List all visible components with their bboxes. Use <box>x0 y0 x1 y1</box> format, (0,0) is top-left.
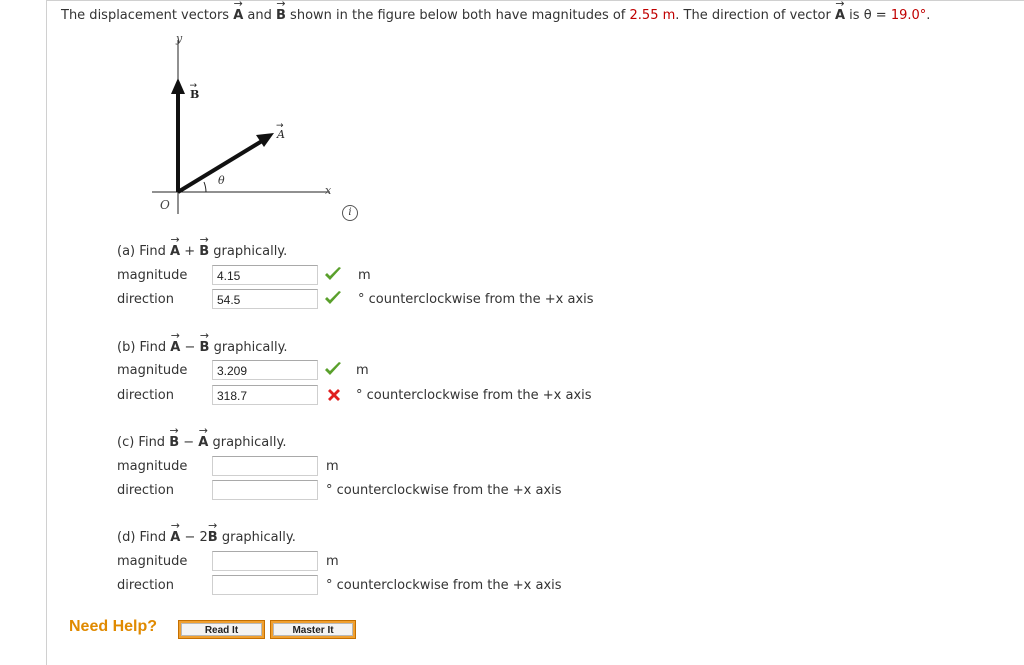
part-c-direction-input[interactable] <box>212 480 318 500</box>
master-it-button[interactable] <box>270 620 356 639</box>
vector-b-label: B <box>190 88 200 101</box>
operator: + <box>180 244 200 259</box>
part-b-magnitude-unit: m <box>356 363 369 378</box>
direction-label: direction <box>117 578 174 593</box>
vector-symbol: → A <box>170 244 180 259</box>
check-icon <box>324 290 342 306</box>
vector-a-label: A <box>277 128 285 141</box>
part-a-magnitude-input[interactable]: 4.15 <box>212 265 318 285</box>
vector-symbol: → B <box>200 340 210 355</box>
read-it-button[interactable] <box>178 620 265 639</box>
part-c-direction-unit: ° counterclockwise from the +x axis <box>326 483 562 498</box>
part-text: graphically. <box>209 244 288 259</box>
part-a-direction-input[interactable]: 54.5 <box>212 289 318 309</box>
y-axis-label: y <box>176 32 183 45</box>
part-b-magnitude-input[interactable]: 3.209 <box>212 360 318 380</box>
problem-text: . The direction of vector <box>675 8 835 23</box>
part-b-direction-input[interactable]: 318.7 <box>212 385 318 405</box>
part-text: graphically. <box>217 530 296 545</box>
part-d-title <box>117 530 296 545</box>
check-icon <box>324 266 342 282</box>
direction-label: direction <box>117 292 174 307</box>
part-d-magnitude-unit: m <box>326 554 339 569</box>
origin-label: O <box>160 198 170 212</box>
vector-a-label-arrow: → <box>276 121 284 131</box>
part-text: graphically. <box>208 435 287 450</box>
angle-value: 19.0° <box>890 8 927 23</box>
theta-arc <box>204 182 206 192</box>
vector-figure <box>140 28 350 218</box>
vector-symbol: → B <box>199 244 209 259</box>
vector-b-symbol: → B <box>276 8 286 23</box>
vector-a-symbol: → A <box>233 8 243 23</box>
vector-symbol: → B <box>169 435 179 450</box>
part-c-title <box>117 435 286 450</box>
theta-label: θ <box>218 174 225 187</box>
problem-text: is θ = <box>845 8 891 23</box>
x-axis-label: x <box>325 184 332 197</box>
need-help-label: Need Help? <box>69 618 158 635</box>
direction-label: direction <box>117 388 174 403</box>
part-text: (b) Find <box>117 340 171 355</box>
problem-statement <box>61 8 930 23</box>
problem-text: and <box>243 8 276 23</box>
vector-symbol: → B <box>208 530 218 545</box>
part-b-direction-unit: ° counterclockwise from the +x axis <box>356 388 592 403</box>
part-c-magnitude-input[interactable] <box>212 456 318 476</box>
part-a-title <box>117 244 287 259</box>
part-c-magnitude-unit: m <box>326 459 339 474</box>
magnitude-label: magnitude <box>117 363 188 378</box>
info-icon[interactable]: i <box>342 205 358 221</box>
part-text: (a) Find <box>117 244 171 259</box>
cross-icon <box>325 387 343 403</box>
read-it-label: Read It <box>181 623 262 636</box>
problem-text: shown in the figure below both have magnitudes of <box>285 8 630 23</box>
vector-symbol: → A <box>170 340 180 355</box>
part-d-direction-input[interactable] <box>212 575 318 595</box>
magnitude-value: 2.55 m <box>629 8 676 23</box>
part-text: (c) Find <box>117 435 170 450</box>
master-it-label: Master It <box>273 623 353 636</box>
operator: − <box>180 340 200 355</box>
part-a-direction-unit: ° counterclockwise from the +x axis <box>358 292 594 307</box>
vector-b-arrowhead <box>171 78 185 94</box>
part-d-magnitude-input[interactable] <box>212 551 318 571</box>
operator: − <box>179 435 199 450</box>
part-a-magnitude-unit: m <box>358 268 371 283</box>
magnitude-label: magnitude <box>117 268 188 283</box>
operator: − 2 <box>180 530 208 545</box>
part-b-title <box>117 340 288 355</box>
part-text: (d) Find <box>117 530 171 545</box>
vector-symbol: → A <box>170 530 180 545</box>
vector-b-label-arrow: → <box>189 81 198 91</box>
direction-label: direction <box>117 483 174 498</box>
problem-text: The displacement vectors <box>61 8 234 23</box>
vector-symbol: → A <box>198 435 208 450</box>
part-d-direction-unit: ° counterclockwise from the +x axis <box>326 578 562 593</box>
magnitude-label: magnitude <box>117 459 188 474</box>
magnitude-label: magnitude <box>117 554 188 569</box>
part-text: graphically. <box>209 340 288 355</box>
vector-a-symbol: → A <box>835 8 845 23</box>
check-icon <box>324 361 342 377</box>
problem-text: . <box>926 8 931 23</box>
